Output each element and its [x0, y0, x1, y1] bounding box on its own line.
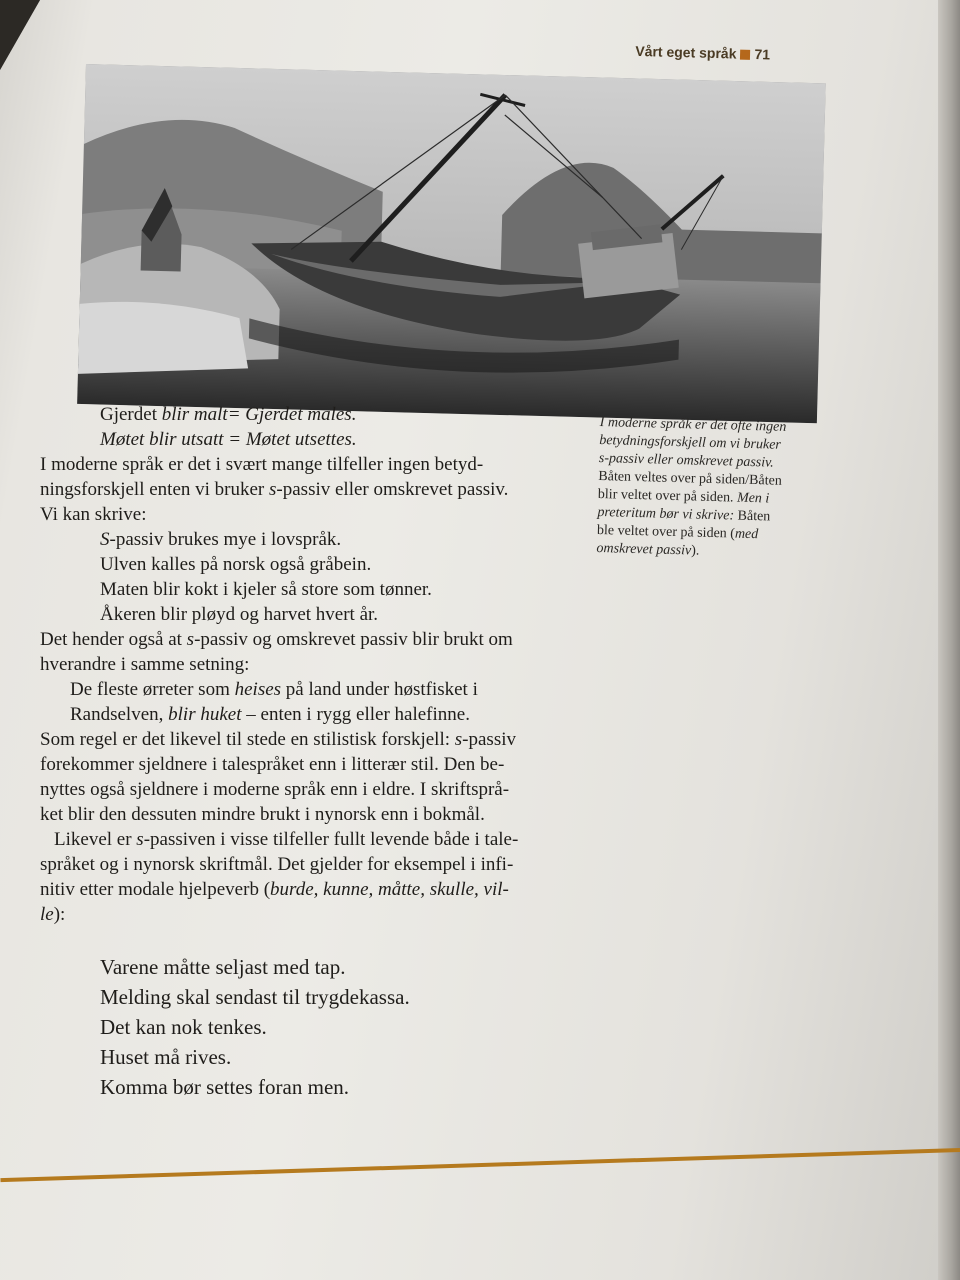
italic-text: burde, kunne, måtte, skulle, vil- — [270, 879, 509, 900]
text-run: nitiv etter modale hjelpeverb ( — [40, 879, 271, 900]
example-line — [40, 1012, 620, 1042]
body-line — [40, 777, 620, 802]
header-title: Vårt eget språk — [635, 42, 737, 62]
text-run: Som regel er det likevel til stede en stilistisk forskjell: — [40, 729, 455, 750]
body-line — [40, 852, 620, 877]
text-run: Det kan nok tenkes. — [100, 1015, 267, 1039]
body-line — [40, 877, 620, 902]
text-run: ble veltet over på siden ( — [596, 522, 736, 542]
main-text — [40, 402, 620, 1102]
body-line — [40, 477, 620, 502]
side-caption — [596, 414, 868, 565]
body-line — [40, 802, 620, 827]
body-line — [40, 927, 620, 952]
italic-text: blir utsatt — [149, 429, 224, 450]
italic-text: betydningsforskjell om vi bruker — [599, 432, 782, 453]
body-line — [40, 402, 620, 427]
italic-text: omskrevet passiv — [596, 540, 692, 559]
italic-text: med — [734, 526, 759, 543]
body-line — [40, 427, 620, 452]
text-run: ). — [690, 543, 700, 559]
text-run: -passiv brukes mye i lovspråk. — [109, 529, 342, 550]
text-run: på land under høstfisket i — [281, 679, 478, 700]
italic-text: preteritum bør vi skrive: — [597, 504, 735, 524]
text-run: ket blir den dessuten mindre brukt i nynorsk enn i bokmål. — [40, 804, 485, 825]
text-run: Huset må rives. — [100, 1045, 232, 1069]
text-run: – enten i rygg eller halefinne. — [241, 704, 470, 725]
text-run: nyttes også sjeldnere i moderne språk enn i eldre. I skriftsprå- — [40, 779, 510, 800]
italic-text: I moderne språk er det ofte ingen — [599, 414, 787, 435]
body-line — [40, 727, 620, 752]
body-line — [40, 702, 620, 727]
italic-text: = Møtet utsettes. — [223, 429, 357, 450]
text-run: Randselven, — [70, 704, 169, 725]
text-run: -passiven i visse tilfeller fullt levende både i tale- — [143, 829, 519, 850]
text-run: Det hender også at — [40, 629, 187, 650]
italic-text: Møtet — [100, 429, 150, 450]
body-line — [40, 527, 620, 552]
text-run: Gjerdet — [100, 404, 162, 425]
text-run: forekommer sjeldnere i talespråket enn i litterær stil. Den be- — [40, 754, 505, 775]
body-line — [40, 677, 620, 702]
page-side-edge — [938, 0, 960, 1280]
italic-text: = Gjerdet males. — [227, 404, 357, 425]
text-run: ningsforskjell enten vi bruker — [40, 479, 270, 500]
body-line — [40, 452, 620, 477]
text-run: I moderne språk er det i svært mange tilfeller ingen betyd- — [40, 454, 484, 475]
italic-text: s — [269, 479, 277, 500]
page-number: 71 — [754, 46, 771, 63]
text-run: -passiv eller omskrevet passiv. — [276, 479, 509, 500]
shipwreck-illustration — [77, 64, 826, 423]
text-run: Båten — [733, 508, 771, 525]
italic-text: blir malt — [161, 404, 228, 425]
text-run: blir veltet over på siden. — [597, 486, 738, 506]
example-line — [40, 1072, 620, 1102]
body-line — [40, 552, 620, 577]
shipwreck-photo — [77, 64, 826, 423]
italic-text: S — [100, 529, 110, 550]
body-line — [40, 627, 620, 652]
text-run: hverandre i samme setning: — [40, 654, 250, 675]
italic-text: s — [136, 829, 144, 850]
running-header — [586, 42, 771, 71]
text-run: Melding skal sendast til trygdekassa. — [100, 985, 410, 1009]
italic-text: s — [454, 729, 463, 750]
text-run: språket og i nynorsk skriftmål. Det gjelder for eksempel i infi- — [40, 854, 514, 875]
body-line — [40, 827, 620, 852]
text-run: -passiv — [462, 729, 516, 750]
example-line — [40, 1042, 620, 1072]
body-line — [40, 602, 620, 627]
body-line — [40, 752, 620, 777]
text-run: Likevel er — [54, 829, 137, 850]
example-line — [40, 952, 620, 982]
italic-text: s-passiv eller omskrevet passiv. — [598, 450, 774, 471]
italic-text: le — [40, 904, 54, 925]
text-run: Komma bør settes foran men. — [100, 1075, 350, 1099]
italic-text: Men i — [736, 490, 770, 507]
italic-text: heises — [234, 679, 282, 700]
text-run: De fleste ørreter som — [70, 679, 235, 700]
text-run: Vi kan skrive: — [40, 504, 147, 525]
text-run: Maten blir kokt i kjeler så store som tønner. — [100, 579, 432, 600]
italic-text: s — [186, 629, 195, 650]
text-run: Ulven kalles på norsk også gråbein. — [100, 554, 372, 575]
text-run: Båten veltes over på siden/Båten — [598, 468, 782, 489]
text-run: Varene måtte seljast med tap. — [100, 955, 346, 979]
text-run: -passiv og omskrevet passiv blir brukt om — [194, 629, 513, 650]
body-line — [40, 502, 620, 527]
header-square-icon — [740, 50, 750, 60]
text-run: ): — [53, 904, 66, 925]
text-run: Åkeren blir pløyd og harvet hvert år. — [100, 604, 379, 625]
example-line — [40, 982, 620, 1012]
body-line — [40, 577, 620, 602]
italic-text: blir huket — [168, 704, 242, 725]
body-line — [40, 652, 620, 677]
body-line — [40, 902, 620, 927]
